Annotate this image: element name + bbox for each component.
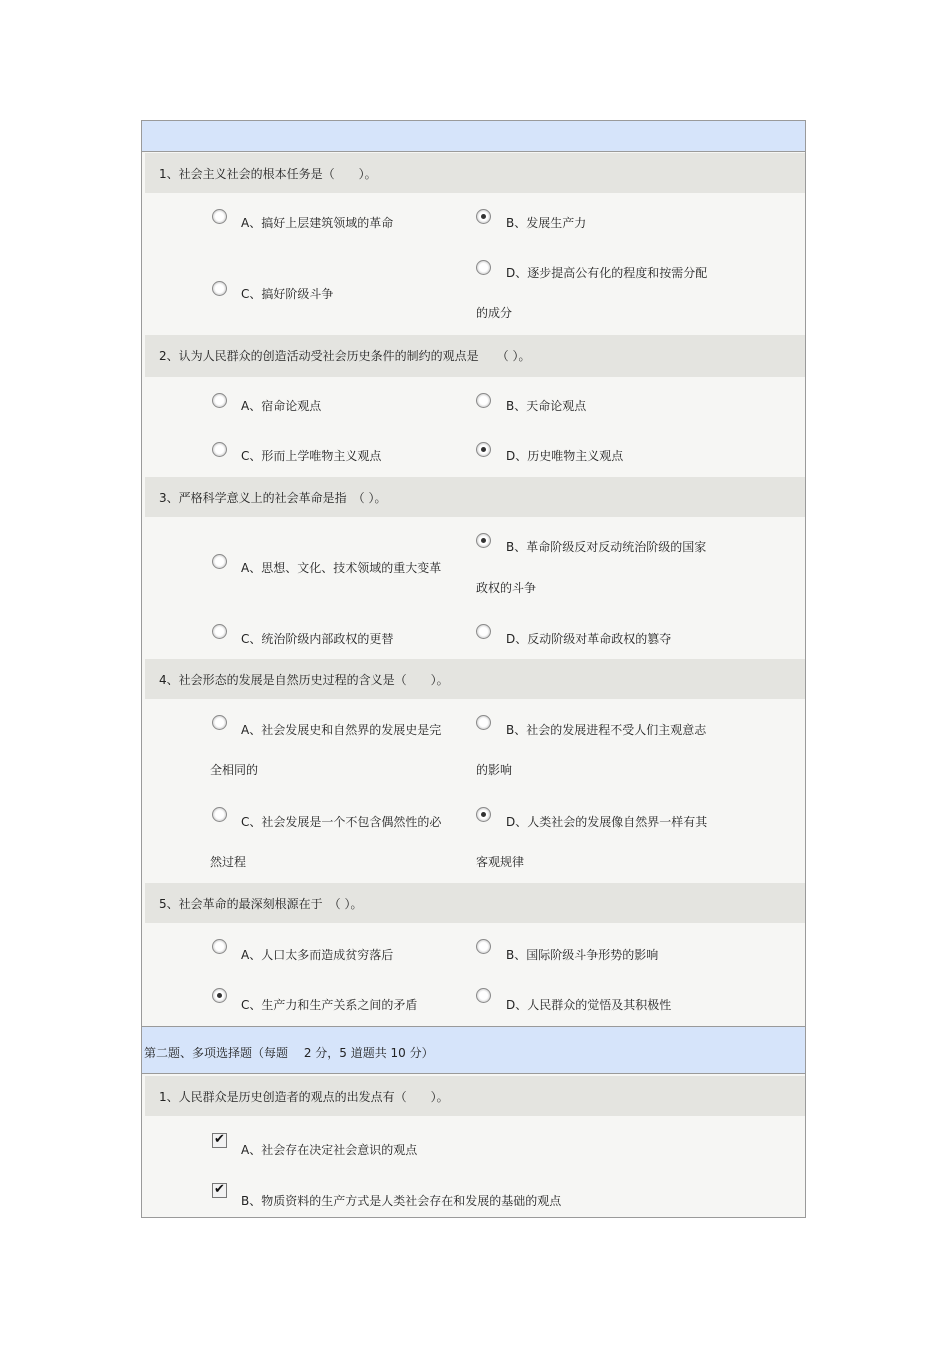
radio-q1-b[interactable] <box>476 209 491 224</box>
option-label-cont: 的成分 <box>476 306 513 320</box>
option-label: B、发展生产力 <box>506 216 587 230</box>
option-label: D、人民群众的觉悟及其积极性 <box>506 998 672 1012</box>
option-label: B、天命论观点 <box>506 399 587 413</box>
question-3 <box>145 477 805 517</box>
option-label: B、革命阶级反对反动统治阶级的国家 <box>506 540 707 554</box>
radio-q4-c[interactable] <box>212 807 227 822</box>
radio-q5-a[interactable] <box>212 939 227 954</box>
multi-question-1 <box>145 1076 805 1116</box>
radio-q5-b[interactable] <box>476 939 491 954</box>
radio-q2-a[interactable] <box>212 393 227 408</box>
option-label-cont: 的影响 <box>476 763 513 777</box>
option-label-cont: 然过程 <box>210 855 247 869</box>
option-label: A、社会存在决定社会意识的观点 <box>241 1143 418 1157</box>
option-label: A、人口太多而造成贫穷落后 <box>241 948 394 962</box>
quiz-frame <box>141 120 806 1218</box>
option-label: A、社会发展史和自然界的发展史是完 <box>241 723 442 737</box>
radio-q5-d[interactable] <box>476 988 491 1003</box>
question-text: 2、认为人民群众的创造活动受社会历史条件的制约的观点是 （ ）。 <box>159 349 531 363</box>
question-4 <box>145 659 805 699</box>
question-1 <box>145 153 805 193</box>
radio-q2-c[interactable] <box>212 442 227 457</box>
radio-q3-c[interactable] <box>212 624 227 639</box>
question-text: 1、人民群众是历史创造者的观点的出发点有（ ）。 <box>159 1090 449 1104</box>
checkbox-m1-a[interactable]: ✔ <box>212 1133 227 1148</box>
radio-q3-d[interactable] <box>476 624 491 639</box>
question-2 <box>145 335 805 377</box>
option-label: C、生产力和生产关系之间的矛盾 <box>241 998 418 1012</box>
radio-q1-c[interactable] <box>212 281 227 296</box>
section-title: 第二题、多项选择题（每题 2 分，5 道题共 10 分） <box>144 1046 434 1060</box>
radio-q4-a[interactable] <box>212 715 227 730</box>
option-label-cont: 客观规律 <box>476 855 525 869</box>
option-label: C、形而上学唯物主义观点 <box>241 449 382 463</box>
option-label: C、搞好阶级斗争 <box>241 287 334 301</box>
radio-q3-a[interactable] <box>212 554 227 569</box>
radio-q4-b[interactable] <box>476 715 491 730</box>
option-label: A、宿命论观点 <box>241 399 322 413</box>
option-label: D、逐步提高公有化的程度和按需分配 <box>506 266 708 280</box>
option-label-cont: 政权的斗争 <box>476 581 537 595</box>
option-label: C、统治阶级内部政权的更替 <box>241 632 394 646</box>
radio-q4-d[interactable] <box>476 807 491 822</box>
question-text: 1、社会主义社会的根本任务是（ ）。 <box>159 167 377 181</box>
option-label: D、人类社会的发展像自然界一样有其 <box>506 815 708 829</box>
option-label: A、搞好上层建筑领域的革命 <box>241 216 394 230</box>
radio-q1-a[interactable] <box>212 209 227 224</box>
option-label: B、物质资料的生产方式是人类社会存在和发展的基础的观点 <box>241 1194 562 1208</box>
question-5 <box>145 883 805 923</box>
question-text: 5、社会革命的最深刻根源在于 （ ）。 <box>159 897 363 911</box>
radio-q1-d[interactable] <box>476 260 491 275</box>
option-label: B、社会的发展进程不受人们主观意志 <box>506 723 707 737</box>
radio-q2-d[interactable] <box>476 442 491 457</box>
option-label: D、反动阶级对革命政权的篡夺 <box>506 632 672 646</box>
header-bar <box>142 121 805 152</box>
question-text: 3、严格科学意义上的社会革命是指 （ ）。 <box>159 491 387 505</box>
option-label: B、国际阶级斗争形势的影响 <box>506 948 659 962</box>
option-label: A、思想、文化、技术领域的重大变革 <box>241 561 442 575</box>
option-label-cont: 全相同的 <box>210 763 259 777</box>
radio-q2-b[interactable] <box>476 393 491 408</box>
radio-q3-b[interactable] <box>476 533 491 548</box>
option-label: D、历史唯物主义观点 <box>506 449 624 463</box>
radio-q5-c[interactable] <box>212 988 227 1003</box>
section-header <box>142 1026 805 1074</box>
checkbox-m1-b[interactable]: ✔ <box>212 1183 227 1198</box>
option-label: C、社会发展是一个不包含偶然性的必 <box>241 815 442 829</box>
question-text: 4、社会形态的发展是自然历史过程的含义是（ ）。 <box>159 673 449 687</box>
